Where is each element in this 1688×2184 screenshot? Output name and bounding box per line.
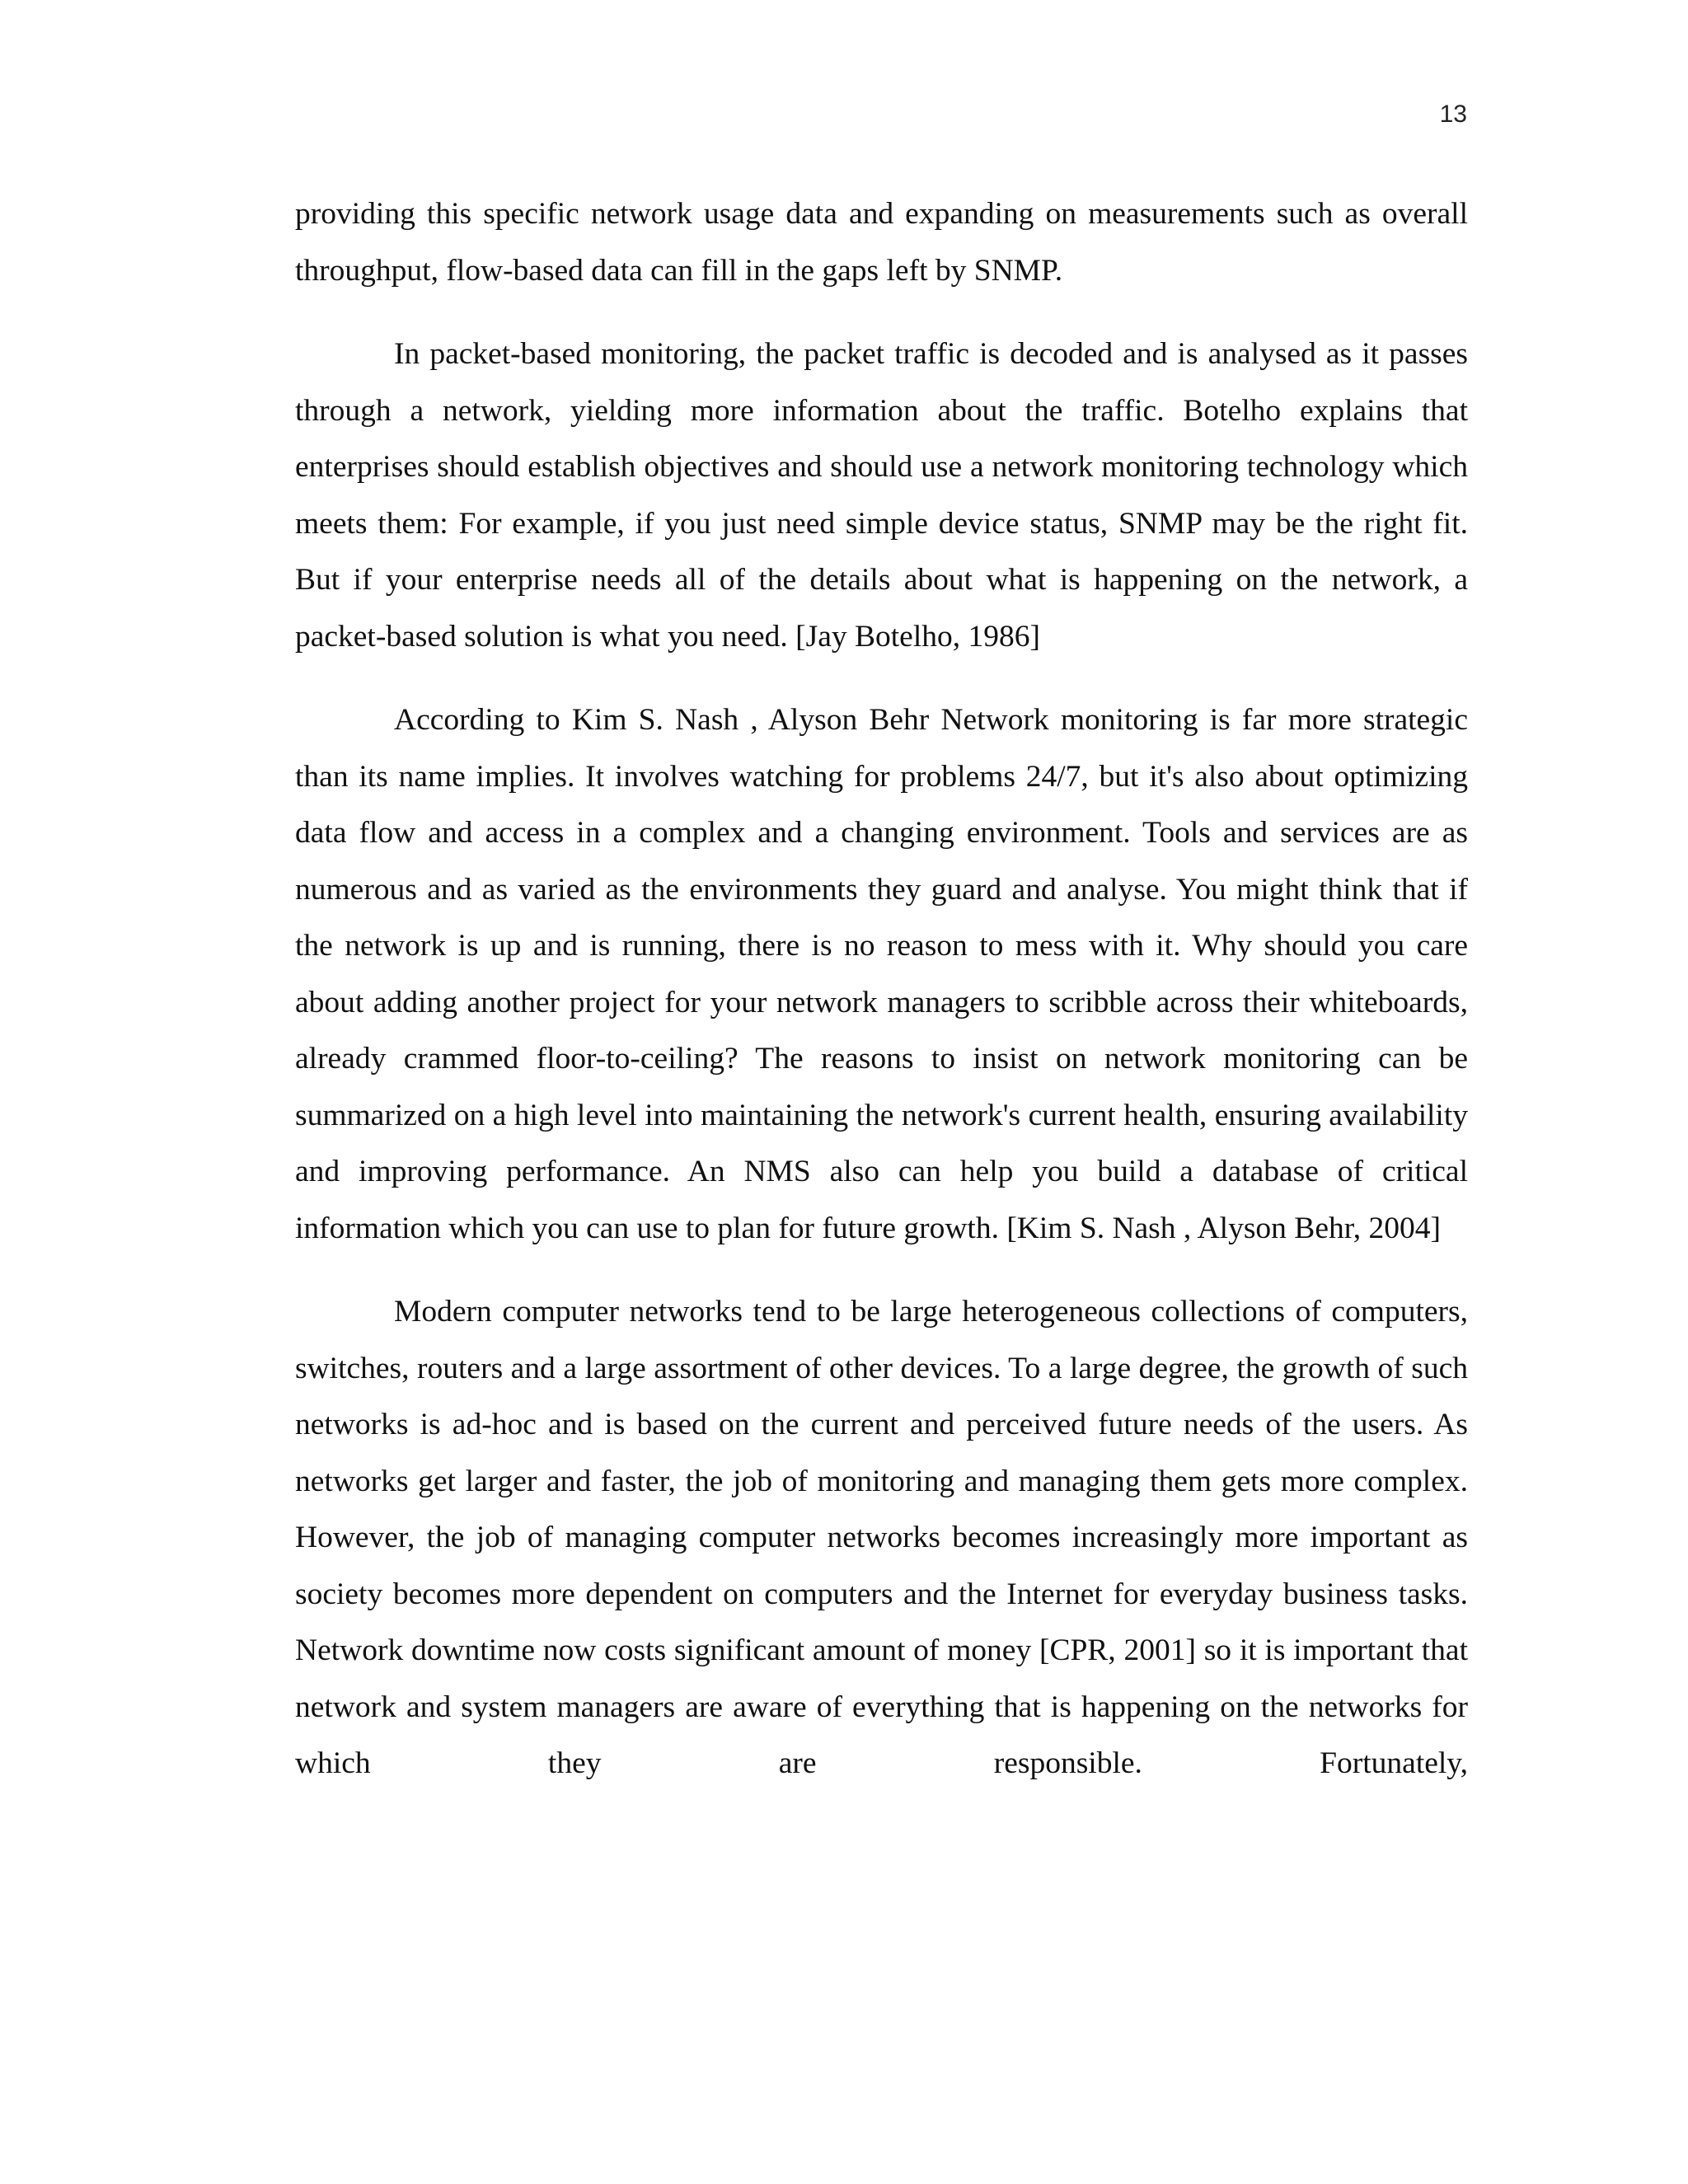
paragraph-continuation: providing this specific network usage data and expanding on measurements such as overall throughput, flow-based data can fill in the gaps left by SNMP. <box>295 197 1468 288</box>
document-body <box>295 186 1468 1820</box>
page-number: 13 <box>1439 101 1467 128</box>
paragraph-nash-behr: According to Kim S. Nash , Alyson Behr Network monitoring is far more strategic than its name implies. It involves watching for problems 24/7, but it's also about optimizing data flow and access in a complex and a changing environment. Tools and services are as numerous and as varied as the environments they guard and analyse. You might think that if the network is up and is running, there is no reason to mess with it. Why should you care about adding another project for your network managers to scribble across their whiteboards, already crammed floor-to-ceiling? The reasons to insist on network monitoring can be summarized on a high level into maintaining the network's current health, ensuring availability and improving performance. An NMS also can help you build a database of critical information which you can use to plan for future growth. [Kim S. Nash , Alyson Behr, 2004] <box>295 703 1468 1245</box>
paragraph-packet-monitoring: In packet-based monitoring, the packet traffic is decoded and is analysed as it passes through a network, yielding more information about the traffic. Botelho explains that enterprises should establish objectives and should use a network monitoring technology which meets them: For example, if you just need simple device status, SNMP may be the right fit. But if your enterprise needs all of the details about what is happening on the network, a packet-based solution is what you need. [Jay Botelho, 1986] <box>295 337 1468 654</box>
paragraph-modern-networks: Modern computer networks tend to be large heterogeneous collections of computers, switches, routers and a large assortment of other devices. To a large degree, the growth of such networks is ad-hoc and is based on the current and perceived future needs of the users. As networks get larger and faster, the job of monitoring and managing them gets more complex. However, the job of managing computer networks becomes increasingly more important as society becomes more dependent on computers and the Internet for everyday business tasks. Network downtime now costs significant amount of money [CPR, 2001] so it is important that network and system managers are aware of everything that is happening on the networks for which they are responsible. Fortunately, <box>295 1295 1468 1780</box>
